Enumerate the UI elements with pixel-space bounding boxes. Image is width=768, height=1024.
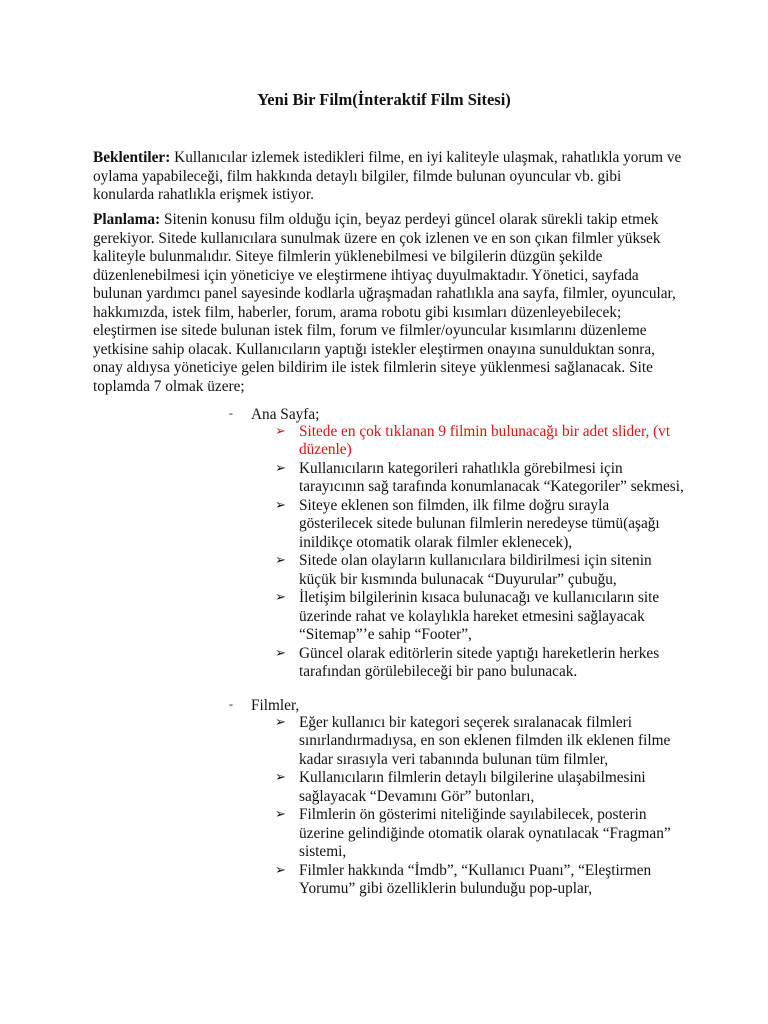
list-item-text: Filmler hakkında “İmdb”, “Kullanıcı Puanı”, “Eleştirmen Yorumu” gibi özelliklerin bulunduğu pop-uplar,	[299, 861, 652, 897]
list-item	[275, 497, 685, 553]
list-item	[275, 806, 685, 862]
arrow-bullet-icon: ➢	[275, 862, 286, 878]
list-item-text: Kullanıcıların filmlerin detaylı bilgilerine ulaşabilmesini sağlayacak “Devamını Gör” butonları,	[299, 769, 646, 805]
section-heading	[229, 695, 299, 716]
arrow-bullet-icon: ➢	[275, 553, 286, 568]
list-item	[275, 423, 685, 460]
arrow-bullet-icon: ➢	[275, 807, 286, 822]
section-heading-text: Filmler,	[251, 697, 300, 714]
list-item-text: Güncel olarak editörlerin sitede yaptığı hareketlerin herkes tarafından görülebileceği bir pano bulunacak.	[299, 644, 660, 680]
section-item-list	[275, 714, 685, 899]
list-item-text: Kullanıcıların kategorileri rahatlıkla görebilmesi için tarayıcının sağ tarafında konumlanacak “Kategoriler” sekmesi,	[299, 459, 684, 495]
expectations-label: Beklentiler:	[93, 149, 171, 166]
planning-text: Sitenin konusu film olduğu için, beyaz perdeyi güncel olarak sürekli takip etmek gerekiyor. Sitede kullanıcılara sunulmak üzere en çok izlenen ve en son çıkan filmler yüksek kaliteyle bulunmalıdır. Siteye filmlerin yüklenebilmesi ve bilgilerin düzgün şekilde düzenlenebilmesi için yöneticiye ve eleştirmene ihtiyaç duyulmaktadır. Yönetici, sayfada bulunan yardımcı panel sayesinde kodlarla uğraşmadan rahatlıkla ana sayfa, filmler, oyuncular, hakkımızda, istek film, haberler, forum, arama robotu gibi kısımları düzenleyebilecek; eleştirmen ise sitede bulunan istek film, forum ve filmler/oyuncular kısımlarını düzenleme yetkisine sahip olacak. Kullanıcıların yaptığı istekler eleştirmen onayına sunulduktan sonra, onay aldıysa yöneticiye gelen bildirim ile istek filmlerin siteye yüklenmesi sağlanacak. Site toplamda 7 olmak üzere;	[93, 211, 676, 395]
section-heading	[229, 404, 319, 425]
list-item-text: Sitede olan olayların kullanıcılara bildirilmesi için sitenin küçük bir kısmında bulunacak “Duyurular” çubuğu,	[299, 552, 652, 588]
section-item-list	[275, 423, 685, 682]
arrow-bullet-icon: ➢	[275, 645, 286, 661]
arrow-bullet-icon: ➢	[275, 714, 286, 730]
list-item	[275, 714, 685, 770]
list-item-text: Siteye eklenen son filmden, ilk filme doğru sırayla gösterilecek sitede bulunan filmlerin neredeyse tümü(aşağı inildikçe otomatik olarak filmler eklenecek),	[299, 496, 660, 551]
list-item-text: Eğer kullanıcı bir kategori seçerek sıralanacak filmleri sınırlandırmadıysa, en son eklenen filmden ilk eklenen filme kadar sırasıyla veri tabanında bulunan tüm filmler,	[299, 713, 671, 768]
arrow-bullet-icon: ➢	[275, 590, 286, 605]
list-item	[275, 645, 685, 682]
planning-paragraph	[93, 211, 683, 396]
arrow-bullet-icon: ➢	[275, 423, 286, 439]
dash-bullet: -	[229, 697, 233, 711]
planning-label: Planlama:	[93, 211, 161, 228]
list-item-text: Filmlerin ön gösterimi niteliğinde sayılabilecek, posterin üzerine gelindiğinde otomatik olarak oynatılacak “Fragman” sistemi,	[299, 806, 671, 860]
expectations-text: Kullanıcılar izlemek istedikleri filme, en iyi kaliteyle ulaşmak, rahatlıkla yorum ve oylama yapabileceği, film hakkında detaylı bilgiler, filmde bulunan oyuncular vb. gibi konularda rahatlıkla erişmek istiyor.	[93, 149, 682, 203]
arrow-bullet-icon: ➢	[275, 770, 286, 785]
list-item	[275, 862, 685, 899]
list-item	[275, 552, 685, 589]
list-item-text: İletişim bilgilerinin kısaca bulunacağı ve kullanıcıların site üzerinde rahat ve kolaylıkla hareket etmesini sağlayacak “Sitemap”’e sahip “Footer”,	[299, 589, 660, 643]
section-heading-text: Ana Sayfa;	[251, 406, 320, 423]
expectations-paragraph	[93, 149, 683, 205]
list-item	[275, 460, 685, 497]
list-item	[275, 589, 685, 645]
dash-bullet: -	[229, 406, 233, 420]
arrow-bullet-icon: ➢	[275, 460, 286, 476]
page-title: Yeni Bir Film(İnteraktif Film Sitesi)	[257, 90, 511, 109]
list-item	[275, 769, 685, 806]
list-item-text: Sitede en çok tıklanan 9 filmin bulunacağı bir adet slider, (vt düzenle)	[299, 422, 671, 458]
arrow-bullet-icon: ➢	[275, 497, 286, 513]
